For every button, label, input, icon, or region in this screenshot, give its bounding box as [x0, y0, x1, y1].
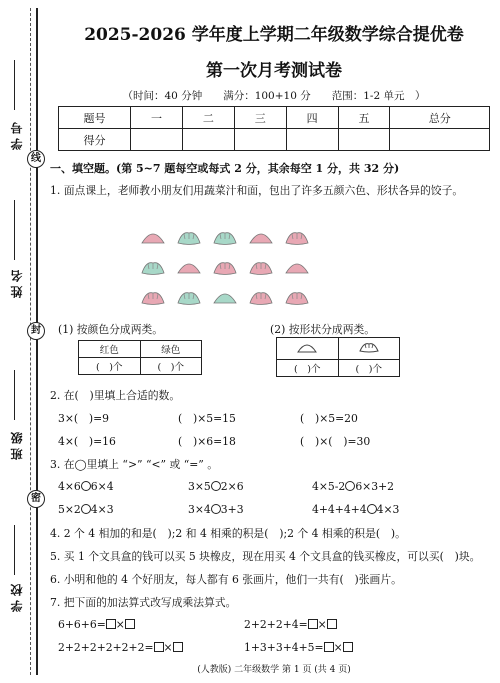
pleated-dumpling-icon: [358, 340, 380, 354]
q3-compare[interactable]: [312, 480, 394, 493]
q3-right: 6×4: [90, 480, 114, 493]
margin-label-name: 姓名: [10, 266, 24, 298]
dumpling-icon: [176, 288, 202, 306]
dumpling-icon: [140, 288, 166, 306]
q7-expression: 2+2+2+2+2+2=: [58, 641, 154, 654]
answer-box[interactable]: [327, 619, 337, 629]
dumpling-icon: [212, 288, 238, 306]
seal-feng: 封: [27, 322, 45, 340]
margin-label-student-id: 学号: [10, 118, 24, 150]
q3-right: 3+3: [220, 503, 244, 516]
section-heading: 一、填空题。(第 5~7 题每空或每式 2 分，其余每空 1 分，共 32 分): [50, 162, 400, 175]
score-header-cell: 五: [338, 107, 390, 129]
shape-header-round: [277, 338, 339, 360]
question-4: 4. 2 个 4 相加的和是( );2 和 4 相乘的积是( );2 个 4 相乘的积是( )。: [50, 527, 406, 540]
color-header-red: 红色: [79, 341, 141, 358]
exam-info: （时间：40 分钟 满分：100+10 分 范围：1-2 单元 ）: [122, 90, 426, 102]
q2-item[interactable]: ( )×6=18: [178, 435, 236, 448]
q7-item[interactable]: 2+2+2+2+2+2= ×: [58, 641, 183, 654]
q3-left: 3×5: [188, 480, 211, 493]
margin-label-class: 班级: [10, 428, 24, 460]
answer-box[interactable]: [308, 619, 318, 629]
dumpling-icon: [176, 258, 202, 276]
dumpling-icon: [248, 228, 274, 246]
answer-box[interactable]: [173, 642, 183, 652]
answer-cell[interactable]: ( )个: [277, 360, 339, 377]
score-input-cell[interactable]: [286, 129, 338, 151]
question-7: 7. 把下面的加法算式改写成乘法算式。: [50, 596, 237, 609]
dumpling-icon: [212, 228, 238, 246]
score-table: [58, 106, 490, 151]
q3-compare[interactable]: [188, 503, 244, 516]
score-header-cell: 总分: [390, 107, 490, 129]
q7-expression: 1+3+3+4+5=: [244, 641, 324, 654]
q2-item[interactable]: ( )×5=20: [300, 412, 358, 425]
margin-label-school: 学校: [10, 580, 24, 612]
q3-right: 6×3+2: [355, 480, 395, 493]
q7-expression: 6+6+6=: [58, 618, 106, 631]
q3-left: 4×6: [58, 480, 81, 493]
binding-margin: [0, 0, 48, 683]
question-5: 5. 买 1 个文具盒的钱可以买 5 块橡皮，现在用买 4 个文具盒的钱买橡皮，可以买( )块。: [50, 550, 481, 563]
q3-compare[interactable]: [58, 480, 114, 493]
q3-compare[interactable]: [58, 503, 114, 516]
q3-left: 5×2: [58, 503, 81, 516]
dumpling-icon: [140, 228, 166, 246]
answer-box[interactable]: [324, 642, 334, 652]
dumpling-icon: [248, 258, 274, 276]
q2-item[interactable]: 4×( )=16: [58, 435, 116, 448]
binding-line: [36, 8, 38, 675]
dumpling-icon: [176, 228, 202, 246]
q2-item[interactable]: 3×( )=9: [58, 412, 110, 425]
q7-expression: 2+2+2+4=: [244, 618, 308, 631]
q2-item[interactable]: ( )×5=15: [178, 412, 236, 425]
dumpling-icon: [284, 288, 310, 306]
dumpling-icon: [284, 258, 310, 276]
compare-circle[interactable]: [367, 504, 377, 514]
q3-right: 4×3: [376, 503, 400, 516]
score-header-cell: 题号: [59, 107, 131, 129]
q7-item[interactable]: 6+6+6= ×: [58, 618, 135, 631]
answer-cell[interactable]: ( )个: [79, 358, 141, 375]
q3-left: 3×4: [188, 503, 211, 516]
answer-cell[interactable]: ( )个: [338, 360, 400, 377]
score-input-cell[interactable]: [182, 129, 234, 151]
question-6: 6. 小明和他的 4 个好朋友，每人都有 6 张画片，他们一共有( )张画片。: [50, 573, 402, 586]
dumpling-picture: [138, 222, 328, 314]
compare-circle[interactable]: [81, 481, 91, 491]
dumpling-icon: [284, 228, 310, 246]
question-3: 3. 在◯里填上 “>” “<” 或 “=” 。: [50, 458, 219, 471]
seal-xian: 线: [27, 150, 45, 168]
binding-dash-line: [30, 8, 31, 675]
seal-mi: 密: [27, 490, 45, 508]
score-header-cell: 三: [234, 107, 286, 129]
score-header-cell: 一: [131, 107, 183, 129]
exam-title: 2025-2026 学年度上学期二年级数学综合提优卷: [84, 25, 464, 45]
score-label-cell: 得分: [59, 129, 131, 151]
answer-cell[interactable]: ( )个: [140, 358, 202, 375]
color-sort-table: [78, 340, 202, 375]
color-header-green: 绿色: [140, 341, 202, 358]
answer-box[interactable]: [106, 619, 116, 629]
score-input-cell[interactable]: [390, 129, 490, 151]
margin-underline: [14, 525, 15, 575]
q3-right: 2×6: [220, 480, 244, 493]
round-dumpling-icon: [296, 340, 318, 354]
score-header-cell: 四: [286, 107, 338, 129]
dumpling-icon: [248, 288, 274, 306]
compare-circle[interactable]: [211, 481, 221, 491]
score-input-cell[interactable]: [234, 129, 286, 151]
score-input-cell[interactable]: [338, 129, 390, 151]
q3-left: 4×5-2: [312, 480, 346, 493]
compare-circle[interactable]: [345, 481, 355, 491]
compare-circle[interactable]: [211, 504, 221, 514]
answer-box[interactable]: [343, 642, 353, 652]
compare-circle[interactable]: [81, 504, 91, 514]
q3-compare[interactable]: [188, 480, 244, 493]
margin-underline: [14, 370, 15, 420]
q7-item[interactable]: 2+2+2+4= ×: [244, 618, 337, 631]
q3-right: 4×3: [90, 503, 114, 516]
score-header-cell: 二: [182, 107, 234, 129]
margin-underline: [14, 60, 15, 110]
dumpling-icon: [212, 258, 238, 276]
q3-compare[interactable]: [312, 503, 399, 516]
page-footer: (人教版) 二年级数学 第 1 页 (共 4 页): [197, 665, 351, 675]
q7-item[interactable]: 1+3+3+4+5= ×: [244, 641, 353, 654]
dumpling-icon: [140, 258, 166, 276]
score-input-cell[interactable]: [131, 129, 183, 151]
margin-underline: [14, 200, 15, 260]
question-1: 1. 面点课上，老师教小朋友们用蔬菜汁和面，包出了许多五颜六色、形状各异的饺子。: [50, 184, 464, 197]
exam-subtitle: 第一次月考测试卷: [206, 61, 342, 81]
q1-part2: (2) 按形状分成两类。: [270, 323, 376, 336]
question-2: 2. 在( )里填上合适的数。: [50, 389, 181, 402]
exam-content: [48, 0, 500, 683]
q3-left: 4+4+4+4: [312, 503, 367, 516]
answer-box[interactable]: [154, 642, 164, 652]
q1-part1: (1) 按颜色分成两类。: [58, 323, 164, 336]
q2-item[interactable]: ( )×( )=30: [300, 435, 371, 448]
answer-box[interactable]: [125, 619, 135, 629]
shape-header-pleated: [338, 338, 400, 360]
shape-sort-table: [276, 337, 400, 377]
